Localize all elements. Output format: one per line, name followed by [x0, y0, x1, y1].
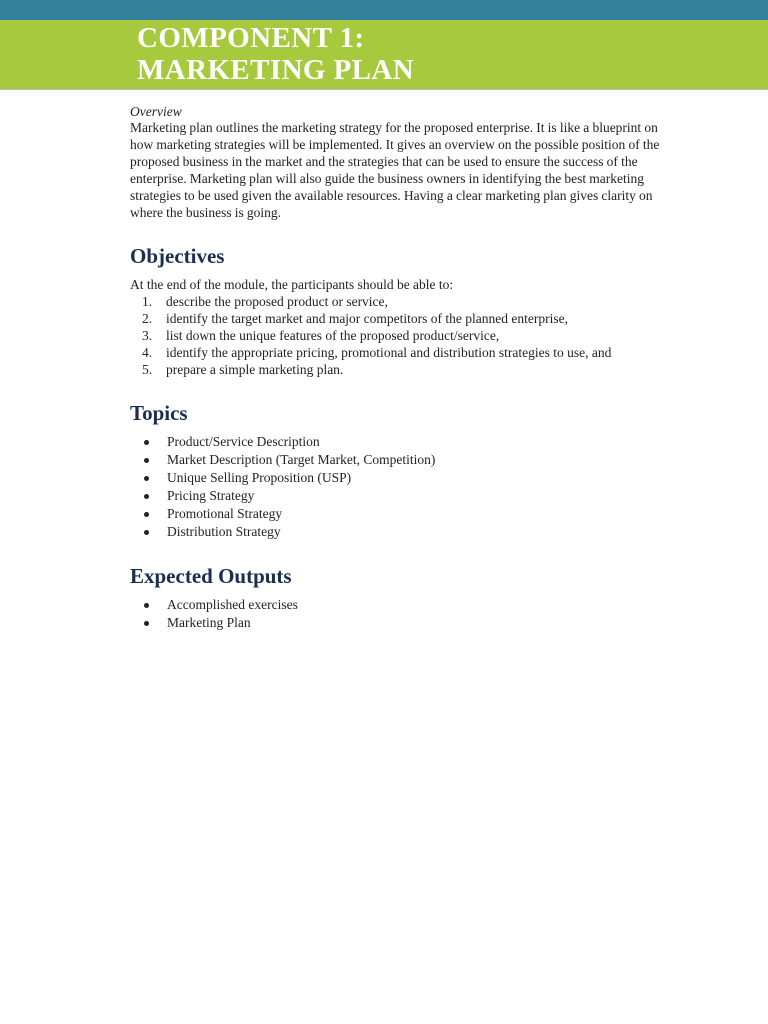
page-title-line-1: COMPONENT 1: [137, 22, 365, 54]
objective-number: 1. [142, 294, 153, 310]
objective-item [130, 310, 678, 327]
bullet-icon [144, 603, 149, 608]
bullet-icon [144, 476, 149, 481]
objective-number: 3. [142, 328, 153, 344]
objective-number: 5. [142, 362, 153, 378]
topic-text: Distribution Strategy [167, 524, 281, 540]
expected-outputs-heading: Expected Outputs [130, 564, 292, 589]
bullet-icon [144, 621, 149, 626]
topic-text: Product/Service Description [167, 434, 320, 450]
objective-text: list down the unique features of the proposed product/service, [166, 328, 500, 344]
bullet-icon [144, 458, 149, 463]
topics-list [130, 433, 678, 541]
page-title-line-2: MARKETING PLAN [137, 54, 415, 86]
objective-text: identify the target market and major competitors of the planned enterprise, [166, 311, 568, 327]
objective-text: prepare a simple marketing plan. [166, 362, 344, 378]
header-divider [0, 89, 768, 90]
objectives-section [130, 243, 678, 378]
bullet-icon [144, 530, 149, 535]
output-item [130, 614, 678, 632]
overview-paragraph: Marketing plan outlines the marketing strategy for the proposed enterprise. It is like a blueprint on how marketing strategies will be implemented. It gives an overview on the possible position of the proposed business in the market and the strategies that can be used to ensure the success of the enterprise. Marketing plan will also guide the business owners in identifying the best marketing strategies to be used given the available resources. Having a clear marketing plan gives clarity on where the business is going. [130, 120, 660, 220]
objective-item [130, 361, 678, 378]
topic-item [130, 469, 678, 487]
objective-number: 4. [142, 345, 153, 361]
objective-item [130, 293, 678, 310]
overview-label: Overview [130, 104, 182, 119]
objective-item [130, 344, 678, 361]
topic-item [130, 505, 678, 523]
objective-text: identify the appropriate pricing, promotional and distribution strategies to use, and [166, 345, 612, 361]
objectives-intro: At the end of the module, the participants should be able to: [130, 277, 454, 293]
output-text: Accomplished exercises [167, 597, 298, 613]
expected-outputs-list [130, 596, 678, 632]
topic-item [130, 523, 678, 541]
expected-outputs-section [130, 563, 678, 632]
header-top-stripe [0, 0, 768, 20]
topic-item [130, 451, 678, 469]
topics-heading: Topics [130, 401, 188, 426]
document-body [130, 103, 678, 632]
topic-text: Unique Selling Proposition (USP) [167, 470, 352, 486]
topics-section [130, 400, 678, 541]
bullet-icon [144, 512, 149, 517]
objectives-list [130, 293, 678, 378]
topic-text: Promotional Strategy [167, 506, 283, 522]
overview-section [130, 103, 678, 221]
topic-item [130, 487, 678, 505]
output-text: Marketing Plan [167, 615, 251, 631]
objective-item [130, 327, 678, 344]
objective-number: 2. [142, 311, 153, 327]
bullet-icon [144, 440, 149, 445]
objective-text: describe the proposed product or service, [166, 294, 388, 310]
bullet-icon [144, 494, 149, 499]
topic-text: Pricing Strategy [167, 488, 255, 504]
objectives-heading: Objectives [130, 244, 225, 269]
topic-text: Market Description (Target Market, Competition) [167, 452, 436, 468]
output-item [130, 596, 678, 614]
topic-item [130, 433, 678, 451]
